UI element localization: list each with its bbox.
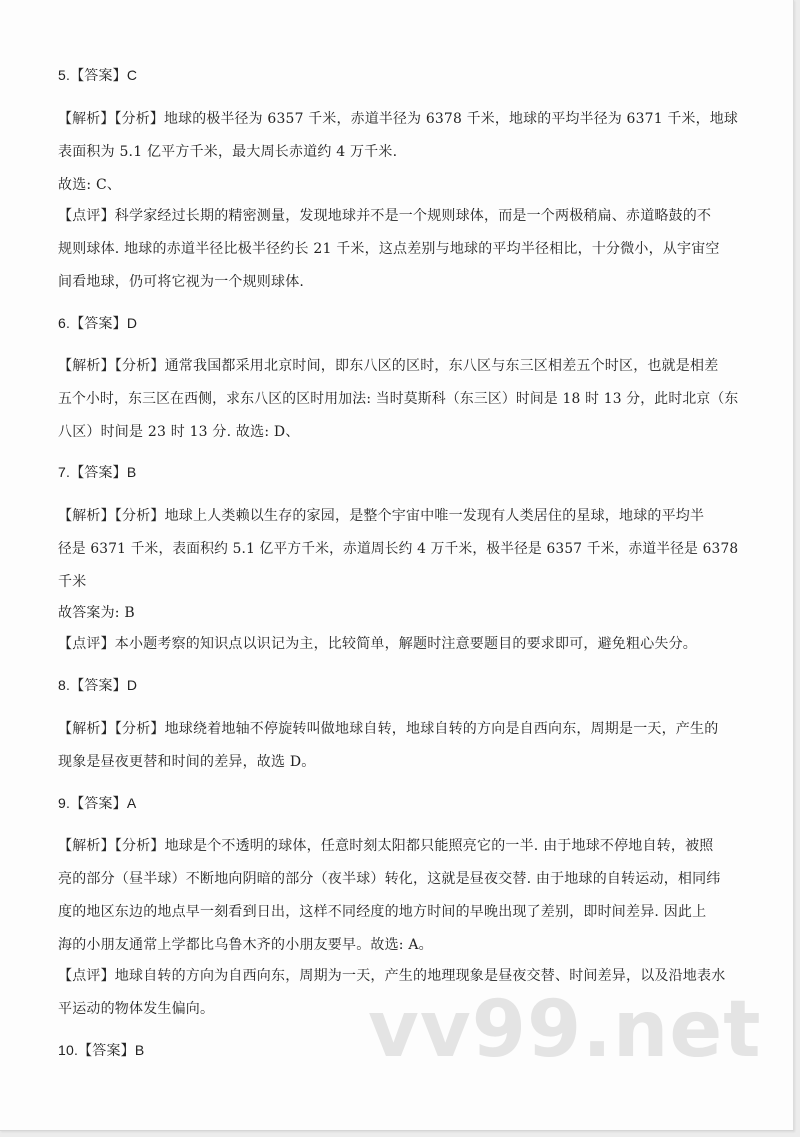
analysis-6-line-3: 八区）时间是 23 时 13 分. 故选: D、 <box>58 424 300 440</box>
choice-7: 故答案为: B <box>58 605 135 621</box>
analysis-9-line-1: 【解析】【分析】地球是个不透明的球体，任意时刻太阳都只能照亮它的一半. 由于地球不停地自转，被照 <box>58 838 714 854</box>
comment-7: 【点评】本小题考察的知识点以识记为主，比较简单，解题时注意要题目的要求即可，避免粗心失分。 <box>58 636 697 652</box>
analysis-8-line-2: 现象是昼夜更替和时间的差异，故选 D。 <box>58 754 316 770</box>
choice-5: 故选: C、 <box>58 177 122 193</box>
analysis-6-line-2: 五个小时，东三区在西侧，求东八区的区时用加法: 当时莫斯科（东三区）时间是 18 时 13 分，此时北京（东 <box>58 391 739 407</box>
analysis-7-line-3: 千米 <box>58 574 87 590</box>
comment-9-line-1: 【点评】地球自转的方向为自西向东，周期为一天，产生的地理现象是昼夜交替、时间差异，以及沿地表水 <box>58 968 726 984</box>
answer-7: 7.【答案】B <box>58 464 137 480</box>
comment-5-line-3: 间看地球，仍可将它视为一个规则球体. <box>58 274 305 290</box>
comment-5-line-2: 规则球体. 地球的赤道半径比极半径约长 21 千米，这点差别与地球的平均半径相比，十分微小，从宇宙空 <box>58 241 720 257</box>
comment-9-line-2: 平运动的物体发生偏向。 <box>58 1001 215 1017</box>
analysis-5-line-1: 【解析】【分析】地球的极半径为 6357 千米，赤道半径为 6378 千米，地球的平均半径为 6371 千米，地球 <box>58 111 738 127</box>
answer-9: 9.【答案】A <box>58 795 137 811</box>
analysis-7-line-2: 径是 6371 千米，表面积约 5.1 亿平方千米，赤道周长约 4 万千米，极半径是 6357 千米，赤道半径是 6378 <box>58 541 739 557</box>
answer-5: 5.【答案】C <box>58 67 138 83</box>
comment-5-line-1: 【点评】科学家经过长期的精密测量，发现地球并不是一个规则球体，而是一个两极稍扁、赤道略鼓的不 <box>58 208 712 224</box>
answer-10: 10.【答案】B <box>58 1042 145 1058</box>
analysis-8-line-1: 【解析】【分析】地球绕着地轴不停旋转叫做地球自转，地球自转的方向是自西向东，周期是一天，产生的 <box>58 721 719 737</box>
answer-8: 8.【答案】D <box>58 677 138 693</box>
answer-6: 6.【答案】D <box>58 315 138 331</box>
analysis-9-line-4: 海的小朋友通常上学都比乌鲁木齐的小朋友要早。故选: A。 <box>58 937 433 953</box>
analysis-9-line-2: 亮的部分（昼半球）不断地向阴暗的部分（夜半球）转化，这就是昼夜交替. 由于地球的自转运动，相同纬 <box>58 871 721 887</box>
analysis-7-line-1: 【解析】【分析】地球上人类赖以生存的家园，是整个宇宙中唯一发现有人类居住的星球，地球的平均半 <box>58 508 705 524</box>
watermark: vv99.net <box>368 985 762 1075</box>
analysis-6-line-1: 【解析】【分析】通常我国都采用北京时间，即东八区的区时，东八区与东三区相差五个时区，也就是相差 <box>58 358 719 374</box>
analysis-5-line-2: 表面积为 5.1 亿平方千米，最大周长赤道约 4 万千米. <box>58 144 398 160</box>
analysis-9-line-3: 度的地区东边的地点早一刻看到日出，这样不同经度的地方时间的早晚出现了差别，即时间差异. 因此上 <box>58 904 707 920</box>
